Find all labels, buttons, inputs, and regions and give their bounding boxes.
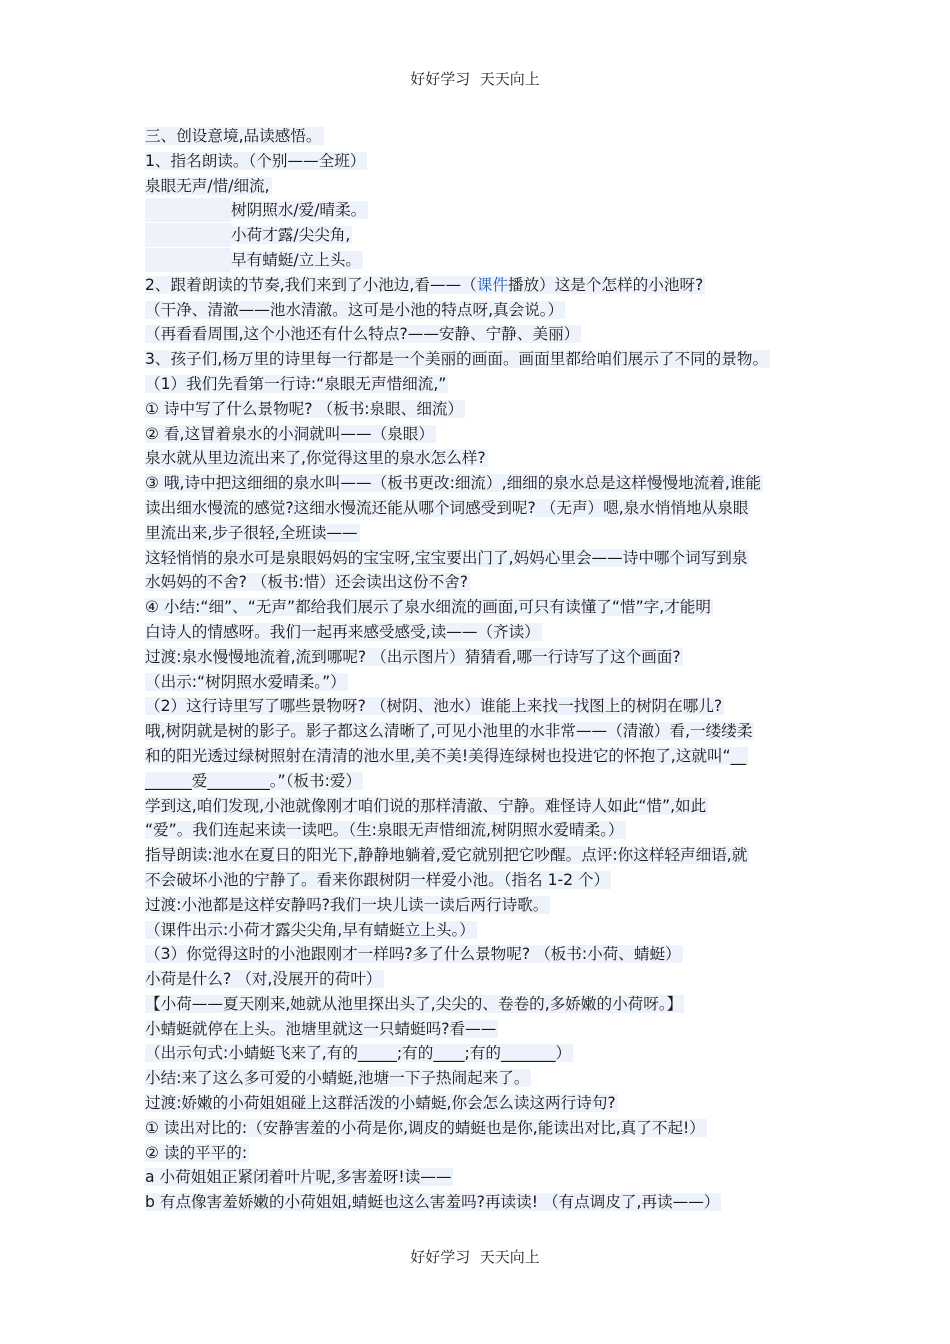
- paragraph-line: 【小荷——夏天刚来,她就从池里探出头了,尖尖的、卷卷的,多娇嫩的小荷呀。】: [145, 994, 683, 1013]
- paragraph-line: 这轻悄悄的泉水可是泉眼妈妈的宝宝呀,宝宝要出门了,妈妈心里会——诗中哪个词写到泉: [145, 548, 748, 567]
- section-heading: 三、创设意境,品读感悟。: [145, 127, 322, 145]
- paragraph-line: ② 看,这冒着泉水的小洞就叫——（泉眼）: [145, 424, 434, 443]
- paragraph-line: 过渡:泉水慢慢地流着,流到哪呢? （出示图片）猜猜看,哪一行诗写了这个画面?: [145, 647, 681, 666]
- paragraph-line: 指导朗读:池水在夏日的阳光下,静静地躺着,爱它就别把它吵醒。点评:你这样轻声细语,就: [145, 846, 748, 865]
- poem-line-2: 树阴照水/爱/晴柔。: [145, 198, 810, 223]
- paragraph-line: 学到这,咱们发现,小池就像刚才咱们说的那样清澈、宁静。难怪诗人如此“惜”,如此: [145, 796, 707, 815]
- paragraph-line: 小蜻蜓就停在上头。池塘里就这一只蜻蜓吗?看——: [145, 1019, 497, 1038]
- paragraph-line: （出示句式:小蜻蜓飞来了,有的_____;有的____;有的_______）: [145, 1044, 572, 1063]
- paragraph-line: 哦,树阴就是树的影子。影子都这么清晰了,可见小池里的水非常——（清澈）看,一缕缕柔: [145, 722, 753, 741]
- paragraph-line: ______爱________。”（板书:爱）: [145, 771, 362, 790]
- paragraph-line: 不会破坏小池的宁静了。看来你跟树阴一样爱小池。（指名 1-2 个）: [145, 870, 610, 889]
- paragraph-line: 小荷是什么? （对,没展开的荷叶）: [145, 970, 382, 989]
- paragraph-line: （2）这行诗里写了哪些景物呀? （树阴、池水）谁能上来找一找图上的树阴在哪儿?: [145, 697, 723, 716]
- paragraph-line: 里流出来,步子很轻,全班读——: [145, 523, 358, 542]
- paragraph-line: （干净、清澈——池水清澈。这可是小池的特点呀,真会说。）: [145, 300, 564, 319]
- paragraph-line: ④ 小结:“细”、“无声”都给我们展示了泉水细流的画面,可只有读懂了“惜”字,才能明: [145, 598, 711, 617]
- paragraph-line: ① 读出对比的:（安静害羞的小荷是你,调皮的蜻蜓也是你,能读出对比,真了不起!）: [145, 1118, 705, 1137]
- paragraph-line: （课件出示:小荷才露尖尖角,早有蜻蜓立上头。）: [145, 920, 475, 939]
- paragraph-line: 2、跟着朗读的节奏,我们来到了小池边,看——（课件播放）这是个怎样的小池呀?: [145, 275, 704, 294]
- paragraph-line: （再看看周围,这个小池还有什么特点?——安静、宁静、美丽）: [145, 325, 580, 344]
- paragraph-line: 过渡:娇嫩的小荷姐姐碰上这群活泼的小蜻蜓,你会怎么读这两行诗句?: [145, 1094, 616, 1113]
- paragraph-line: 泉水就从里边流出来了,你觉得这里的泉水怎么样?: [145, 449, 486, 468]
- paragraph-line: 3、孩子们,杨万里的诗里每一行都是一个美丽的画面。画面里都给咱们展示了不同的景物。: [145, 350, 769, 369]
- paragraph-line: （3）你觉得这时的小池跟刚才一样吗?多了什么景物呢? （板书:小荷、蜻蜓）: [145, 945, 681, 964]
- paragraph-line: a 小荷姐姐正紧闭着叶片呢,多害羞呀!读——: [145, 1168, 452, 1187]
- paragraph-line: b 有点像害羞娇嫩的小荷姐姐,蜻蜓也这么害羞吗?再读读! （有点调皮了,再读——）: [145, 1193, 720, 1212]
- courseware-link[interactable]: 课件: [476, 275, 508, 294]
- paragraph-line: 水妈妈的不舍? （板书:惜）还会读出这份不舍?: [145, 573, 469, 592]
- document-body: [145, 124, 810, 1215]
- page-footer: 好好学习 天天向上: [410, 1248, 540, 1266]
- paragraph-line: “爱”。我们连起来读一读吧。（生:泉眼无声惜细流,树阴照水爱晴柔。）: [145, 821, 624, 840]
- paragraph-line: （1）我们先看第一行诗:“泉眼无声惜细流,”: [145, 374, 447, 393]
- paragraph-line: ② 读的平平的:: [145, 1143, 248, 1162]
- paragraph-line: 读出细水慢流的感觉?这细水慢流还能从哪个词感受到呢? （无声）嗯,泉水悄悄地从泉眼: [145, 498, 749, 517]
- poem-line-4: 早有蜻蜓/立上头。: [145, 248, 810, 273]
- paragraph-line: 和的阳光透过绿树照射在清清的池水里,美不美!美得连绿树也投进它的怀抱了,这就叫“__: [145, 746, 747, 765]
- poem-line-1: 泉眼无声/惜/细流,: [145, 176, 270, 195]
- page-header: 好好学习 天天向上: [410, 70, 540, 88]
- paragraph-line: 1、指名朗读。（个别——全班）: [145, 151, 366, 170]
- paragraph-line: ③ 哦,诗中把这细细的泉水叫——（板书更改:细流）,细细的泉水总是这样慢慢地流着,谁能: [145, 474, 762, 493]
- paragraph-line: 白诗人的情感呀。我们一起再来感受感受,读——（齐读）: [145, 622, 540, 641]
- paragraph-line: ① 诗中写了什么景物呢? （板书:泉眼、细流）: [145, 399, 464, 418]
- poem-line-3: 小荷才露/尖尖角,: [145, 223, 810, 248]
- paragraph-line: 过渡:小池都是这样安静吗?我们一块儿读一读后两行诗歌。: [145, 895, 549, 914]
- paragraph-line: 小结:来了这么多可爱的小蜻蜓,池塘一下子热闹起来了。: [145, 1069, 530, 1088]
- paragraph-line: （出示:“树阴照水爱晴柔。”）: [145, 672, 346, 691]
